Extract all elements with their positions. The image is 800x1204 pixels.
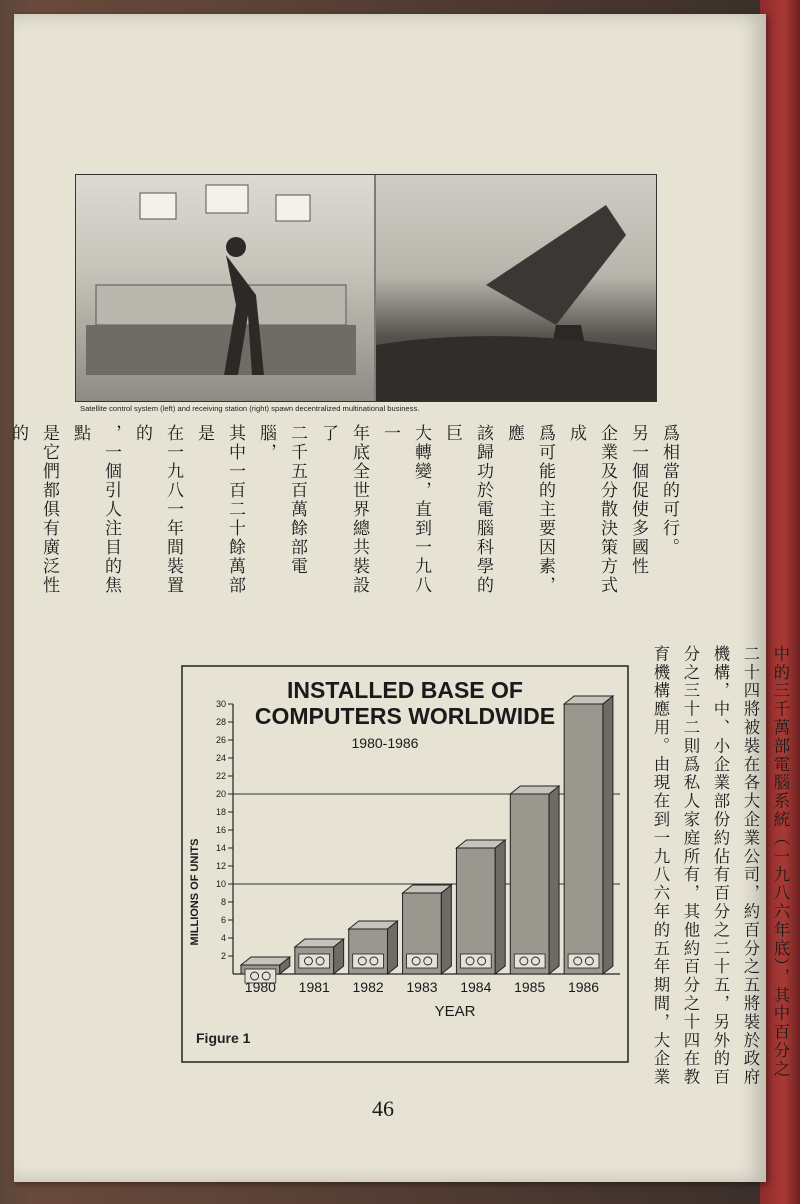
chart-subtitle: 1980-1986 — [351, 735, 419, 751]
y-tick-label: 10 — [215, 879, 226, 889]
satellite-photo — [75, 174, 657, 402]
upper-text-block — [8, 424, 684, 610]
text-column: 是它們都俱有廣泛性的 — [8, 424, 59, 595]
lower-text-block — [645, 645, 795, 1090]
text-column: 其中一百二十餘萬部是 — [194, 424, 245, 595]
chart-title-line1: INSTALLED BASE OF — [287, 677, 523, 703]
text-column: 該歸功於電腦科學的巨 — [442, 424, 493, 595]
bar-face-panel — [460, 954, 491, 968]
y-tick-label: 2 — [220, 951, 226, 961]
bar-face-panel — [568, 954, 599, 968]
bar-side — [387, 921, 397, 974]
bar-face-panel — [514, 954, 545, 968]
y-tick-label: 14 — [215, 843, 226, 853]
text-column: 另一個促使多國性 — [628, 424, 648, 576]
bar — [564, 704, 603, 974]
x-tick-label: 1983 — [406, 979, 438, 995]
x-tick-label: 1980 — [244, 979, 276, 995]
text-column: 育機構應用。由現在到一九八六年的五年期間，大企業 — [651, 645, 670, 1087]
page-number: 46 — [372, 1096, 394, 1121]
text-column: 爲可能的主要因素，應 — [504, 424, 555, 595]
figure-label: Figure 1 — [196, 1030, 251, 1046]
y-tick-label: 4 — [220, 933, 226, 943]
y-tick-label: 12 — [215, 861, 226, 871]
text-column: 年底全世界總共裝設了 — [318, 424, 369, 595]
text-column: ，一個引人注目的焦點 — [70, 424, 121, 595]
chart-y-label: MILLIONS OF UNITS — [189, 838, 201, 946]
text-column: 爲相當的可行。 — [659, 424, 679, 557]
bar-side — [441, 885, 451, 974]
x-tick-label: 1985 — [514, 979, 546, 995]
text-column: 二千五百萬餘部電腦， — [256, 424, 307, 576]
bar-side — [495, 840, 505, 974]
chart-x-label: YEAR — [434, 1003, 476, 1020]
x-tick-label: 1984 — [460, 979, 492, 995]
text-column: 機構，中、小企業部份約佔有百分之二十五，另外的百 — [711, 645, 730, 1087]
y-tick-label: 6 — [220, 915, 226, 925]
text-column: 二十四將被裝在各大企業公司，約百分之五將裝於政府 — [741, 645, 760, 1087]
control-room-photo — [76, 175, 374, 401]
y-tick-label: 28 — [215, 717, 226, 727]
bar-face-panel — [407, 954, 438, 968]
y-tick-label: 24 — [215, 753, 226, 763]
x-tick-label: 1981 — [298, 979, 330, 995]
bar-side — [603, 696, 613, 974]
y-tick-label: 8 — [220, 897, 226, 907]
y-tick-label: 18 — [215, 807, 226, 817]
text-column — [0, 424, 2, 610]
text-column: 企業及分散決策方式成 — [566, 424, 617, 595]
text-column: 中的三千萬部電腦系統（一九八六年底），其中百分之 — [771, 645, 790, 1079]
y-tick-label: 22 — [215, 771, 226, 781]
y-tick-label: 16 — [215, 825, 226, 835]
chart-title-line2: COMPUTERS WORLDWIDE — [254, 703, 556, 729]
bar-face-panel — [299, 954, 330, 968]
bar-side — [549, 786, 559, 974]
text-column: 分之三十二則爲私人家庭所有，其他約百分之十四在教 — [681, 645, 700, 1087]
bar — [510, 794, 549, 974]
x-tick-label: 1982 — [352, 979, 384, 995]
y-tick-label: 20 — [215, 789, 226, 799]
photo-caption: Satellite control system (left) and receiving station (right) spawn decentralized multinational business. — [80, 404, 420, 413]
text-column: 大轉變，直到一九八一 — [380, 424, 431, 595]
text-column: 在一九八一年間裝置的 — [132, 424, 183, 595]
x-tick-label: 1986 — [567, 979, 600, 995]
installed-base-chart — [180, 664, 630, 1064]
y-tick-label: 30 — [215, 699, 226, 709]
bar-face-panel — [353, 954, 384, 968]
receiving-station-photo — [376, 175, 656, 401]
y-tick-label: 26 — [215, 735, 226, 745]
